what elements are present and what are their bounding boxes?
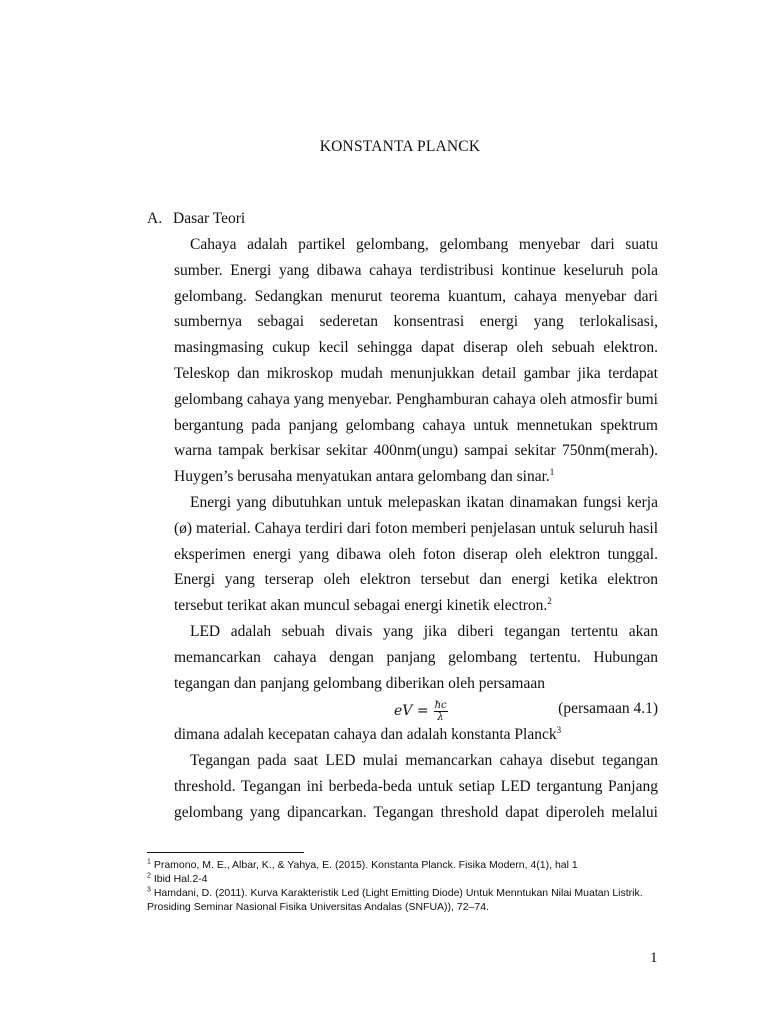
footnote-3-number: 3 xyxy=(147,886,151,894)
paragraph-4: Tegangan pada saat LED mulai memancarkan cahaya disebut tegangan threshold. Tegangan ini berbeda-beda untuk setiap LED tergantung Panjang gelombang yang dipancarkan. Tegangan threshold dapat diperoleh melalui xyxy=(174,752,658,821)
footnote-2-number: 2 xyxy=(147,872,151,880)
footnote-3-text: Hamdani, D. (2011). Kurva Karakteristik Led (Light Emitting Diode) Untuk Menntukan Nilai Muatan Listrik. Prosiding Seminar Nasional Fisika Universitas Andalas (SNFUA)), 72–74. xyxy=(147,887,643,913)
footnote-ref-2: 2 xyxy=(547,596,552,606)
paragraph-1 xyxy=(174,232,658,490)
equation-fraction xyxy=(434,700,448,723)
equation-line xyxy=(174,696,658,722)
footnote-1-number: 1 xyxy=(147,858,151,866)
equation-lhs: eV = xyxy=(394,703,429,720)
footnote-ref-3: 3 xyxy=(556,725,562,736)
footnote-1-text: Pramono, M. E., Albar, K., & Yahya, E. (2015). Konstanta Planck. Fisika Modern, 4(1), hal 1 xyxy=(153,859,578,871)
equation xyxy=(394,698,448,724)
footnote-ref-1: 1 xyxy=(549,467,555,478)
footnote-divider xyxy=(147,852,304,853)
paragraph-1-text: Cahaya adalah partikel gelombang, gelombang menyebar dari suatu sumber. Energi yang dibawa cahaya terdistribusi kontinue keseluruh pola gelombang. Sedangkan menurut teorema kuantum, cahaya menyebar dari sumbernya sebagai sederetan konsentrasi energi yang terlokalisasi, masingmasing cukup kecil sehingga dapat diserap oleh sebuah elektron. Teleskop dan mikroskop mudah menunjukkan detail gambar jika terdapat gelombang cahaya yang menyebar. Penghamburan cahaya oleh atmosfir bumi bergantung pada panjang gelombang cahaya untuk mennetukan spektrum warna tampak berkisar sekitar 400nm(ungu) sampai sekitar 750nm(merah). Huygen’s berusaha menyatukan antara gelombang dan sinar. xyxy=(174,236,658,486)
after-equation-text-span: dimana adalah kecepatan cahaya dan adalah konstanta Planck xyxy=(174,726,557,744)
section-heading-text: Dasar Teori xyxy=(173,210,246,227)
equation-numerator: ħc xyxy=(434,699,447,711)
page-number: 1 xyxy=(650,950,658,966)
section-letter: A. xyxy=(147,210,163,227)
paragraph-2 xyxy=(174,490,658,619)
footnote-2 xyxy=(147,872,647,886)
section-heading xyxy=(147,210,245,228)
footnote-3 xyxy=(147,886,647,914)
after-equation-text xyxy=(174,722,658,748)
footnotes xyxy=(147,858,647,914)
equation-label: (persamaan 4.1) xyxy=(558,700,658,718)
footnote-2-text: Ibid Hal.2-4 xyxy=(153,873,208,885)
body-text xyxy=(174,232,658,826)
paragraph-3: LED adalah sebuah divais yang jika diberi tegangan tertentu akan memancarkan cahaya dengan panjang gelombang tertentu. Hubungan tegangan dan panjang gelombang diberikan oleh persamaan xyxy=(174,622,658,692)
page-title: KONSTANTA PLANCK xyxy=(319,138,481,155)
equation-denominator: λ xyxy=(437,711,444,723)
paragraph-2-text: Energi yang dibutuhkan untuk melepaskan ikatan dinamakan fungsi kerja (ø) material. Cahaya terdiri dari foton memberi penjelasan untuk seluruh hasil eksperimen energi yang dibawa oleh foton diserap oleh elektron tunggal. Energi yang terserap oleh elektron tersebut dan energi ketika elektron tersebut terikat akan muncul sebagai energi kinetik electron. xyxy=(174,493,658,615)
footnote-1 xyxy=(147,858,647,872)
